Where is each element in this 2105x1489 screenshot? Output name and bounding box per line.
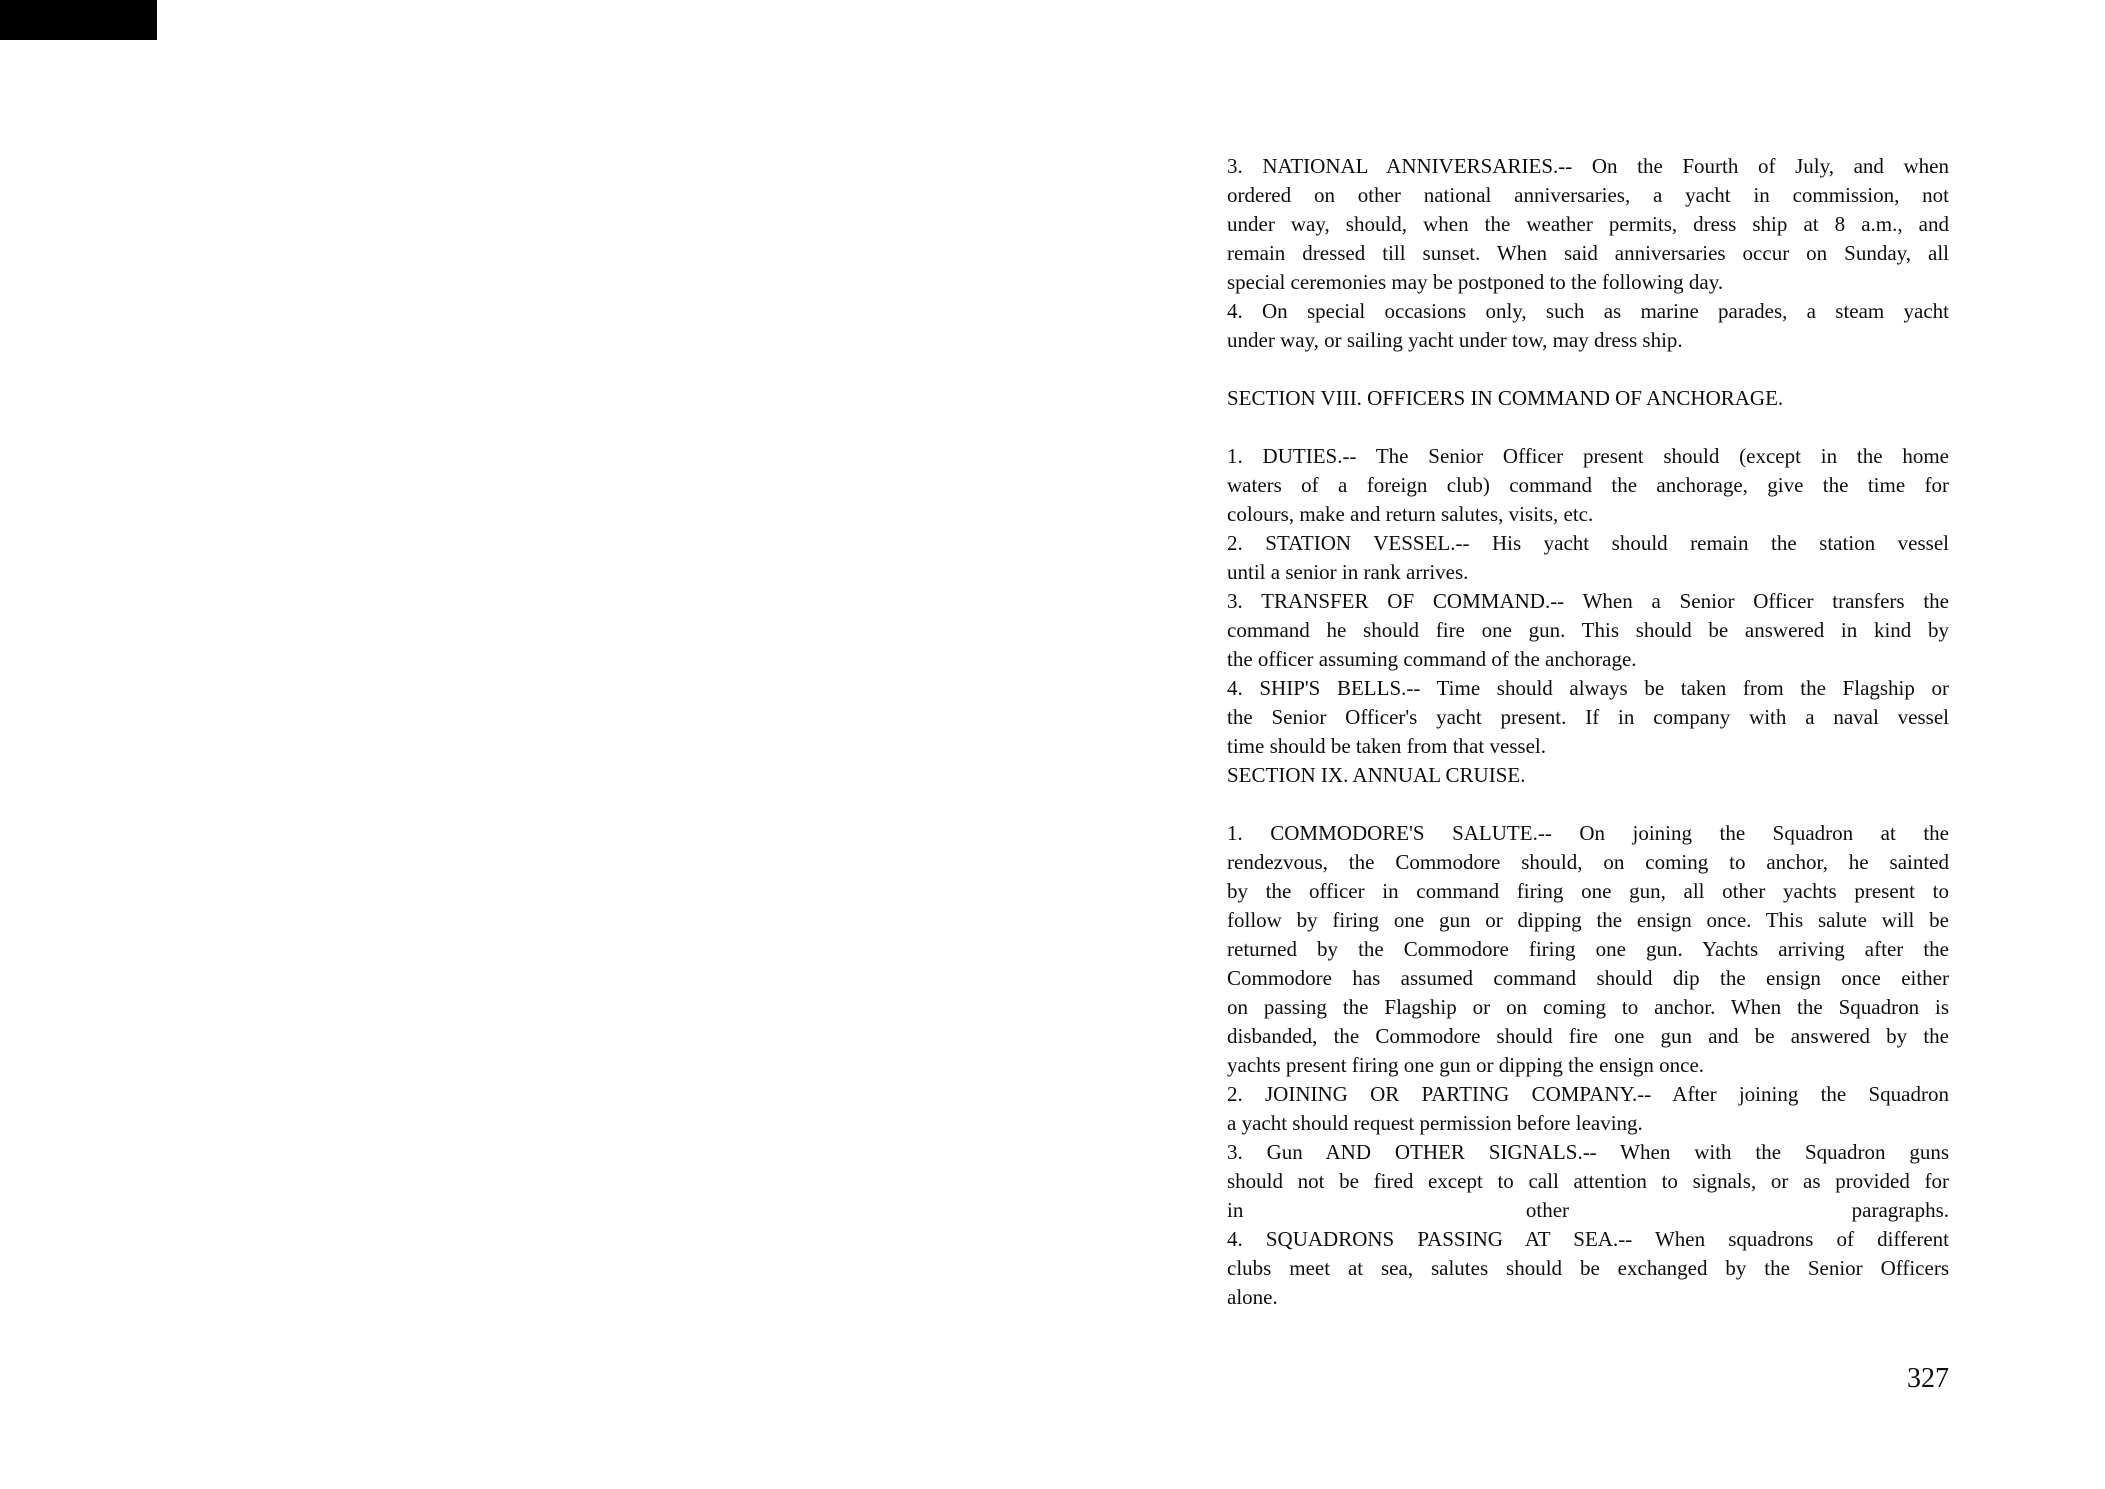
blank-line [1227, 355, 1949, 384]
text-line: 1. DUTIES.-- The Senior Officer present should (except in the home [1227, 444, 1949, 468]
text-line: the officer assuming command of the anchorage. [1227, 647, 1637, 671]
text-line: returned by the Commodore firing one gun. Yachts arriving after the [1227, 937, 1949, 961]
text-line: 4. SQUADRONS PASSING AT SEA.-- When squadrons of different [1227, 1227, 1949, 1251]
text-line: 2. JOINING OR PARTING COMPANY.-- After joining the Squadron [1227, 1082, 1949, 1106]
text-line: under way, or sailing yacht under tow, may dress ship. [1227, 328, 1683, 352]
text-line: 3. TRANSFER OF COMMAND.-- When a Senior Officer transfers the [1227, 589, 1949, 613]
text-line: in other paragraphs. [1227, 1198, 1949, 1222]
text-line: waters of a foreign club) command the anchorage, give the time for [1227, 473, 1949, 497]
text-line: 1. COMMODORE'S SALUTE.-- On joining the Squadron at the [1227, 821, 1949, 845]
text-line: 4. SHIP'S BELLS.-- Time should always be taken from the Flagship or [1227, 676, 1949, 700]
page-number: 327 [1907, 1363, 1949, 1394]
blank-line [1227, 413, 1949, 442]
text-line: rendezvous, the Commodore should, on coming to anchor, he sainted [1227, 850, 1949, 874]
blank-line [1227, 790, 1949, 819]
text-line: clubs meet at sea, salutes should be exchanged by the Senior Officers [1227, 1256, 1949, 1280]
text-line: under way, should, when the weather permits, dress ship at 8 a.m., and [1227, 212, 1949, 236]
text-line: 3. NATIONAL ANNIVERSARIES.-- On the Fourth of July, and when [1227, 154, 1949, 178]
text-line: 3. Gun AND OTHER SIGNALS.-- When with the Squadron guns [1227, 1140, 1949, 1164]
scan-artifact-bar [0, 0, 157, 40]
section-heading: SECTION VIII. OFFICERS IN COMMAND OF ANCHORAGE. [1227, 386, 1784, 410]
text-line: yachts present firing one gun or dipping the ensign once. [1227, 1053, 1705, 1077]
text-line: ordered on other national anniversaries, a yacht in commission, not [1227, 183, 1949, 207]
section-heading: SECTION IX. ANNUAL CRUISE. [1227, 763, 1526, 787]
text-line: 2. STATION VESSEL.-- His yacht should remain the station vessel [1227, 531, 1949, 555]
text-line: Commodore has assumed command should dip the ensign once either [1227, 966, 1949, 990]
text-line: remain dressed till sunset. When said anniversaries occur on Sunday, all [1227, 241, 1949, 265]
text-line: until a senior in rank arrives. [1227, 560, 1469, 584]
text-line: 4. On special occasions only, such as marine parades, a steam yacht [1227, 299, 1949, 323]
text-line: disbanded, the Commodore should fire one gun and be answered by the [1227, 1024, 1949, 1048]
text-line: the Senior Officer's yacht present. If in company with a naval vessel [1227, 705, 1949, 729]
text-line: follow by firing one gun or dipping the ensign once. This salute will be [1227, 908, 1949, 932]
text-line: on passing the Flagship or on coming to anchor. When the Squadron is [1227, 995, 1949, 1019]
text-line: time should be taken from that vessel. [1227, 734, 1547, 758]
text-line: special ceremonies may be postponed to the following day. [1227, 270, 1724, 294]
text-line: colours, make and return salutes, visits, etc. [1227, 502, 1594, 526]
text-line: a yacht should request permission before leaving. [1227, 1111, 1643, 1135]
text-line: by the officer in command firing one gun, all other yachts present to [1227, 879, 1949, 903]
text-line: should not be fired except to call attention to signals, or as provided for [1227, 1169, 1949, 1193]
text-line: alone. [1227, 1285, 1278, 1309]
text-line: command he should fire one gun. This should be answered in kind by [1227, 618, 1949, 642]
page-text-column [1227, 152, 1949, 1312]
